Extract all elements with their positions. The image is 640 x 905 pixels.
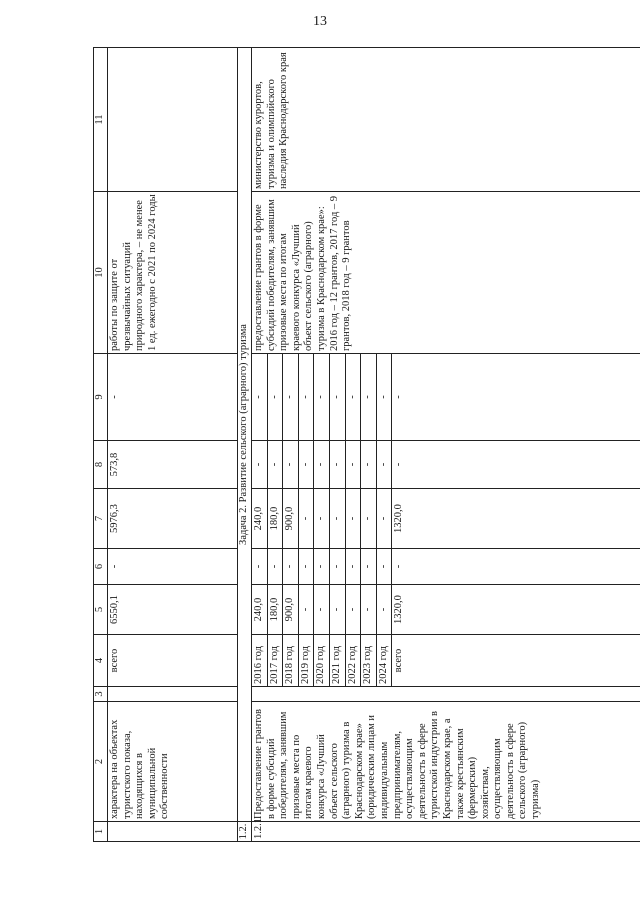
item-row-2016 <box>252 48 268 842</box>
item-total-value: 240,0 <box>252 585 268 635</box>
rotated-table-container <box>93 48 640 840</box>
item-year-label: 2016 год <box>252 635 268 687</box>
item-col6-value: - <box>252 549 268 585</box>
cont-year-cell: всего <box>108 635 238 687</box>
item-col8-value: - <box>314 441 330 489</box>
item-col6-value: - <box>267 549 283 585</box>
item-col7-value: - <box>345 489 361 549</box>
item-col8-value: - <box>298 441 314 489</box>
item-year-label: 2020 год <box>314 635 330 687</box>
item-total-value: - <box>361 585 377 635</box>
item-total-value: - <box>314 585 330 635</box>
item-col9-value: - <box>345 354 361 441</box>
item-col8-value: - <box>267 441 283 489</box>
item-year-label: 2019 год <box>298 635 314 687</box>
col-num-11: 11 <box>94 48 108 192</box>
item-col7-value: 240,0 <box>252 489 268 549</box>
rotated-table-page <box>93 48 612 842</box>
col-num-5: 5 <box>94 585 108 635</box>
page-number: 13 <box>313 14 327 29</box>
col-num-3: 3 <box>94 687 108 702</box>
item-executor: министерство курортов, туризма и олимпийского наследия Краснодарского края <box>252 48 640 192</box>
col-num-6: 6 <box>94 549 108 585</box>
item-total-value: - <box>329 585 345 635</box>
item-col9-value: - <box>314 354 330 441</box>
item-year-label: 2021 год <box>329 635 345 687</box>
item-col9-value: - <box>267 354 283 441</box>
col-num-4: 4 <box>94 635 108 687</box>
item-col6-value: - <box>298 549 314 585</box>
item-col6-value: - <box>283 549 299 585</box>
item-col9-value: - <box>252 354 268 441</box>
item-col6-value: - <box>314 549 330 585</box>
item-col8-value: - <box>376 441 392 489</box>
item-year-label: 2023 год <box>361 635 377 687</box>
cont-col6-cell: - <box>108 549 238 585</box>
item-col7-value: 1320,0 <box>392 489 640 549</box>
column-numbers-row <box>94 48 108 842</box>
item-col9-value: - <box>376 354 392 441</box>
item-year-label: 2024 год <box>376 635 392 687</box>
cont-name-cell: характера на объектах туристского показа, находящихся в муниципальной собственности <box>108 702 238 822</box>
cont-result-cell: работы по защите от чрезвычайных ситуаций природного характера, – не менее 1 ед. ежегодно с 2021 по 2024 годы <box>108 192 238 354</box>
cont-col9-cell: - <box>108 354 238 441</box>
cont-empty-cell <box>108 687 238 702</box>
item-col7-value: - <box>298 489 314 549</box>
item-total-value: 900,0 <box>283 585 299 635</box>
col-num-8: 8 <box>94 441 108 489</box>
item-total-value: - <box>298 585 314 635</box>
cont-num-cell <box>108 822 238 842</box>
item-col6-value: - <box>392 549 640 585</box>
item-col7-value: - <box>329 489 345 549</box>
item-col9-value: - <box>329 354 345 441</box>
item-col7-value: 180,0 <box>267 489 283 549</box>
item-total-value: - <box>376 585 392 635</box>
item-result: предоставление грантов в форме субсидий победителям, занявшим призовые места по итогам краевого конкурса «Лучший объект сельского (аграрного) туризма в Краснодарском крае»: 2016 год – 12 грантов, 2017 год – 9 грантов, 2018 год – 9 грантов <box>252 192 640 354</box>
col-num-7: 7 <box>94 489 108 549</box>
item-col6-value: - <box>329 549 345 585</box>
col-num-10: 10 <box>94 192 108 354</box>
item-col6-value: - <box>361 549 377 585</box>
item-total-value: 180,0 <box>267 585 283 635</box>
col-num-9: 9 <box>94 354 108 441</box>
cont-total-cell: 6550,1 <box>108 585 238 635</box>
item-col9-value: - <box>283 354 299 441</box>
item-col9-value: - <box>361 354 377 441</box>
task-number: 1.2. <box>238 822 252 842</box>
item-col8-value: - <box>283 441 299 489</box>
item-col9-value: - <box>392 354 640 441</box>
task-title: Задача 2. Развитие сельского (аграрного) туризма <box>238 48 252 822</box>
item-col8-value: - <box>345 441 361 489</box>
item-name: Предоставление грантов в форме субсидий победителям, занявшим призовые места по итогам краевого конкурса «Лучший объект сельского (аграрного) туризма в Краснодарском крае» (юридическим лицам и индивидуальным предпринимателям, осуществляющим деятельность в сфере туристской индустрии в Краснодарском крае, а также крестьянским (фермерским) хозяйствам, осуществляющим деятельность в сфере сельского (аграрного) туризма) <box>252 702 640 822</box>
item-empty-col3 <box>252 687 640 702</box>
item-col6-value: - <box>376 549 392 585</box>
item-col8-value: - <box>252 441 268 489</box>
cont-col8-cell: 573,8 <box>108 441 238 489</box>
item-total-value: 1320,0 <box>392 585 640 635</box>
item-total-value: - <box>345 585 361 635</box>
item-year-label: 2018 год <box>283 635 299 687</box>
item-col8-value: - <box>392 441 640 489</box>
item-number: 1.2.1 <box>252 822 640 842</box>
item-col8-value: - <box>329 441 345 489</box>
item-col7-value: - <box>314 489 330 549</box>
item-col8-value: - <box>361 441 377 489</box>
item-year-label: 2022 год <box>345 635 361 687</box>
item-col7-value: - <box>361 489 377 549</box>
cont-executor-cell <box>108 48 238 192</box>
item-col7-value: 900,0 <box>283 489 299 549</box>
item-year-label: всего <box>392 635 640 687</box>
item-year-label: 2017 год <box>267 635 283 687</box>
col-num-1: 1 <box>94 822 108 842</box>
item-col9-value: - <box>298 354 314 441</box>
cont-col7-cell: 5976,3 <box>108 489 238 549</box>
continuation-row <box>108 48 238 842</box>
program-activities-table <box>93 47 640 842</box>
col-num-2: 2 <box>94 702 108 822</box>
item-col7-value: - <box>376 489 392 549</box>
task-row <box>238 48 252 842</box>
item-col6-value: - <box>345 549 361 585</box>
